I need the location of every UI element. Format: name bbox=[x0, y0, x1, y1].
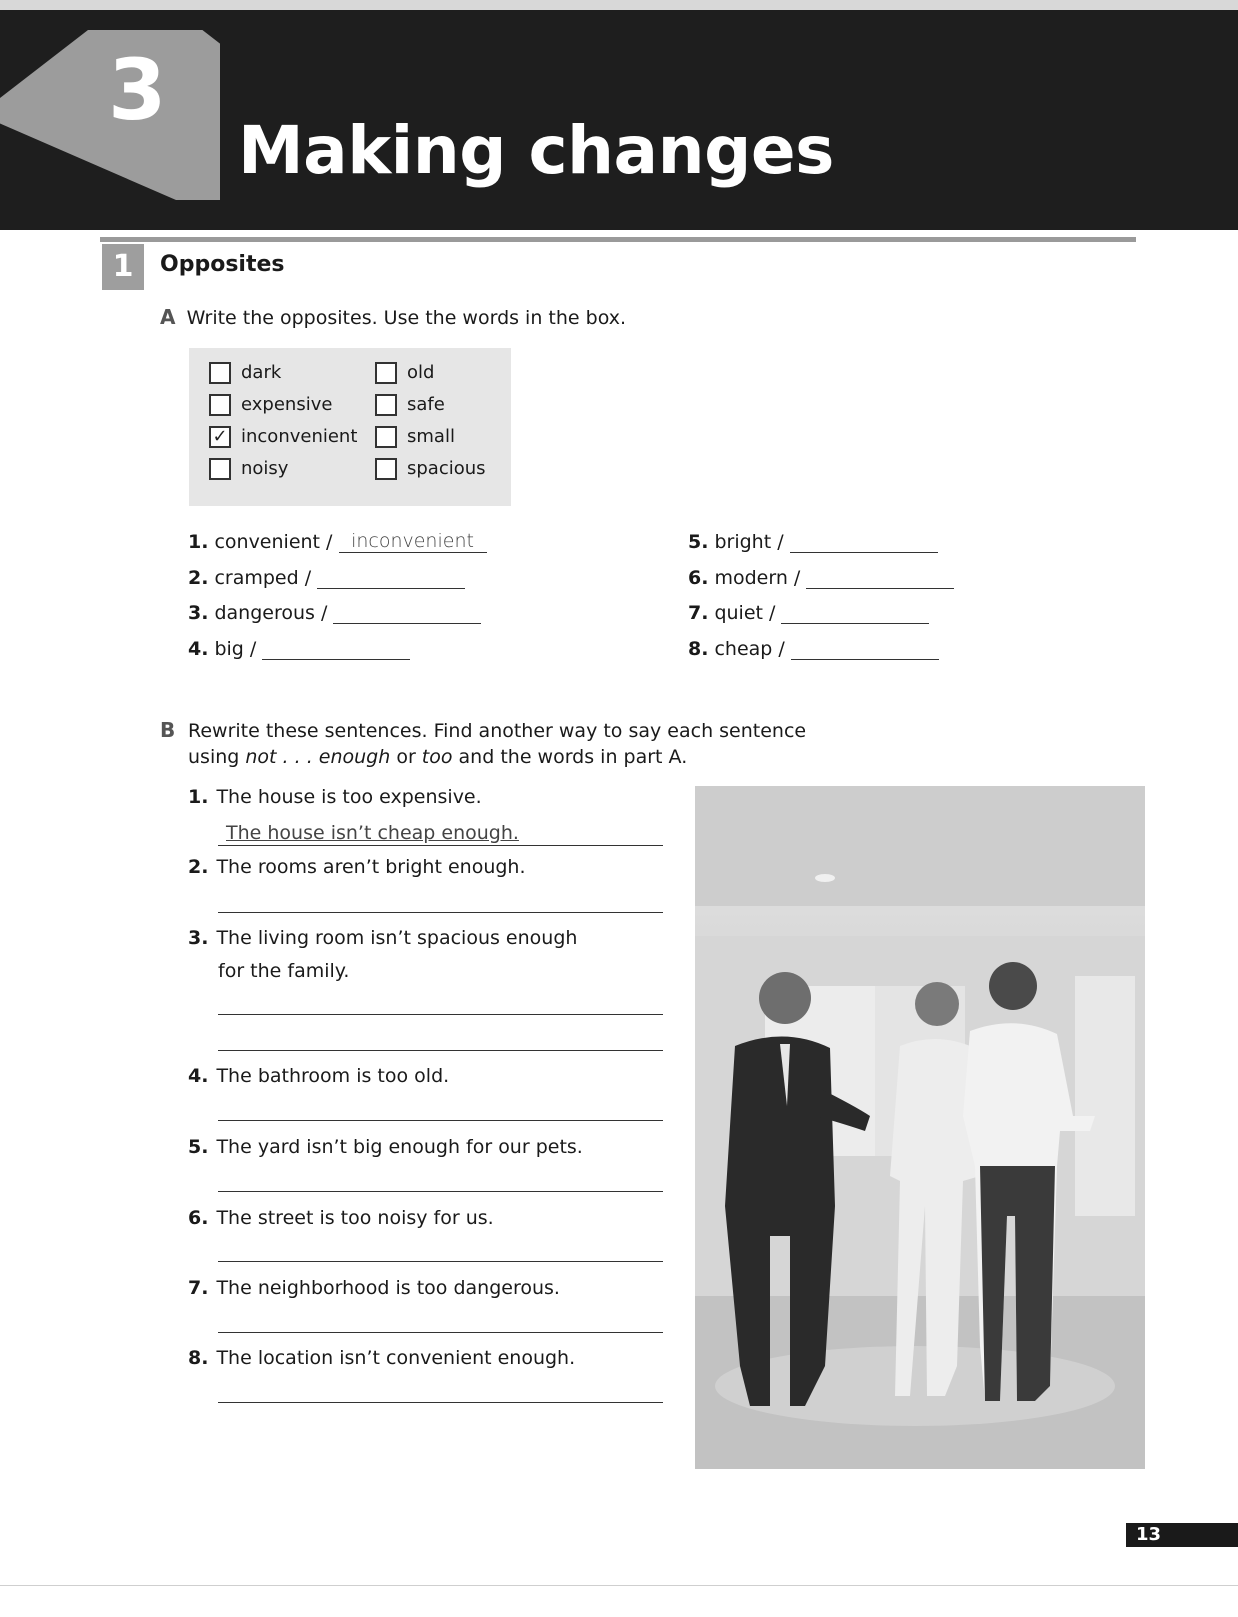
part-b-instruction-line2d: too bbox=[421, 746, 453, 768]
part-a-item bbox=[688, 601, 929, 624]
part-b-item bbox=[188, 1277, 560, 1299]
checkbox[interactable] bbox=[209, 458, 231, 480]
part-a-item bbox=[688, 530, 938, 553]
checkbox[interactable] bbox=[209, 394, 231, 416]
word-label: noisy bbox=[241, 458, 289, 479]
word-box-item bbox=[209, 426, 357, 448]
word-label: dark bbox=[241, 362, 282, 383]
item-sentence: The bathroom is too old. bbox=[216, 1065, 450, 1087]
word-label: expensive bbox=[241, 394, 333, 415]
item-number: 8. bbox=[688, 638, 709, 660]
word-label: small bbox=[407, 426, 455, 447]
part-b-instruction-line2c: or bbox=[390, 746, 422, 768]
part-a-item bbox=[688, 566, 954, 589]
word-box-item bbox=[375, 458, 486, 480]
part-a-item bbox=[188, 637, 410, 660]
item-number: 1. bbox=[188, 786, 209, 808]
word-box-item bbox=[375, 426, 455, 448]
item-number: 3. bbox=[188, 927, 209, 949]
answer-blank[interactable]: inconvenient bbox=[339, 530, 487, 553]
item-number: 8. bbox=[188, 1347, 209, 1369]
word-label: safe bbox=[407, 394, 445, 415]
part-a-letter: A bbox=[160, 305, 176, 329]
answer-line[interactable] bbox=[218, 912, 663, 913]
part-a-instruction-row bbox=[160, 305, 626, 329]
part-b-instruction-line1: Rewrite these sentences. Find another way to say each sentence bbox=[188, 720, 807, 742]
item-sentence: The neighborhood is too dangerous. bbox=[216, 1277, 560, 1299]
answer-line[interactable] bbox=[218, 845, 663, 846]
people-in-room-photo bbox=[695, 786, 1145, 1469]
word-box-item bbox=[375, 362, 434, 384]
answer-line[interactable] bbox=[218, 1120, 663, 1121]
answer-text[interactable]: The house isn’t cheap enough. bbox=[226, 822, 519, 844]
item-sentence: The yard isn’t big enough for our pets. bbox=[216, 1136, 583, 1158]
item-number: 5. bbox=[688, 531, 709, 553]
word-label: spacious bbox=[407, 458, 486, 479]
item-word: cheap / bbox=[714, 638, 785, 660]
item-sentence: The living room isn’t spacious enough bbox=[216, 927, 578, 949]
part-b-item bbox=[188, 1207, 494, 1229]
answer-line[interactable] bbox=[218, 1050, 663, 1051]
part-b-item bbox=[188, 927, 577, 949]
item-word: cramped / bbox=[214, 567, 312, 589]
item-sentence: The street is too noisy for us. bbox=[216, 1207, 494, 1229]
banner-top-strip bbox=[0, 0, 1238, 10]
item-sentence: The house is too expensive. bbox=[216, 786, 482, 808]
part-a-item bbox=[188, 530, 487, 553]
checkbox[interactable] bbox=[375, 394, 397, 416]
item-word: bright / bbox=[714, 531, 784, 553]
answer-blank[interactable] bbox=[333, 601, 481, 624]
part-b-instruction-line2a: using bbox=[188, 746, 246, 768]
part-b-item bbox=[188, 1347, 575, 1369]
answer-line[interactable] bbox=[218, 1332, 663, 1333]
checkbox-checked[interactable]: ✓ bbox=[209, 426, 231, 448]
section-title: Opposites bbox=[160, 252, 285, 277]
item-word: modern / bbox=[714, 567, 801, 589]
checkbox[interactable] bbox=[375, 426, 397, 448]
item-word: convenient / bbox=[214, 531, 333, 553]
checkbox[interactable] bbox=[209, 362, 231, 384]
item-sentence-continued: for the family. bbox=[218, 960, 350, 982]
answer-line[interactable] bbox=[218, 1014, 663, 1015]
word-box-item bbox=[375, 394, 445, 416]
photo-illustration bbox=[695, 786, 1145, 1469]
item-number: 4. bbox=[188, 638, 209, 660]
bottom-rule bbox=[0, 1585, 1238, 1586]
item-sentence: The location isn’t convenient enough. bbox=[216, 1347, 576, 1369]
checkbox[interactable] bbox=[375, 362, 397, 384]
item-word: big / bbox=[214, 638, 257, 660]
part-b-item bbox=[188, 786, 482, 808]
word-label: old bbox=[407, 362, 435, 383]
answer-blank[interactable] bbox=[791, 637, 939, 660]
part-a-item bbox=[688, 637, 939, 660]
checkbox[interactable] bbox=[375, 458, 397, 480]
item-number: 3. bbox=[188, 602, 209, 624]
part-b-item bbox=[188, 1065, 449, 1087]
header-rule bbox=[100, 237, 1136, 242]
answer-blank[interactable] bbox=[262, 637, 410, 660]
item-number: 6. bbox=[188, 1207, 209, 1229]
item-number: 5. bbox=[188, 1136, 209, 1158]
item-number: 2. bbox=[188, 856, 209, 878]
item-number: 7. bbox=[688, 602, 709, 624]
part-b-letter: B bbox=[160, 718, 176, 742]
section-number: 1 bbox=[102, 244, 144, 290]
answer-blank[interactable] bbox=[790, 530, 938, 553]
item-number: 4. bbox=[188, 1065, 209, 1087]
answer-blank[interactable] bbox=[317, 566, 465, 589]
word-label: inconvenient bbox=[241, 426, 358, 447]
item-number: 6. bbox=[688, 567, 709, 589]
page-number: 13 bbox=[1136, 1524, 1162, 1545]
part-a-instruction: Write the opposites. Use the words in the box. bbox=[186, 307, 627, 329]
part-b-instruction bbox=[188, 718, 828, 770]
word-box-item bbox=[209, 394, 332, 416]
answer-blank[interactable] bbox=[781, 601, 929, 624]
part-b-item bbox=[188, 1136, 583, 1158]
item-sentence: The rooms aren’t bright enough. bbox=[216, 856, 526, 878]
part-b-instruction-line2e: and the words in part A. bbox=[452, 746, 688, 768]
word-box-item bbox=[209, 362, 281, 384]
item-number: 7. bbox=[188, 1277, 209, 1299]
answer-line[interactable] bbox=[218, 1191, 663, 1192]
part-a-item bbox=[188, 566, 465, 589]
answer-line[interactable] bbox=[218, 1261, 663, 1262]
item-number: 2. bbox=[188, 567, 209, 589]
word-box bbox=[189, 348, 511, 506]
unit-number: 3 bbox=[108, 41, 167, 139]
item-word: dangerous / bbox=[214, 602, 328, 624]
part-b-instruction-line2b: not . . . enough bbox=[245, 746, 391, 768]
unit-title: Making changes bbox=[238, 112, 834, 189]
item-word: quiet / bbox=[714, 602, 776, 624]
word-box-item bbox=[209, 458, 288, 480]
part-a-item bbox=[188, 601, 481, 624]
part-b-item bbox=[188, 856, 526, 878]
answer-blank[interactable] bbox=[806, 566, 954, 589]
item-number: 1. bbox=[188, 531, 209, 553]
answer-line[interactable] bbox=[218, 1402, 663, 1403]
